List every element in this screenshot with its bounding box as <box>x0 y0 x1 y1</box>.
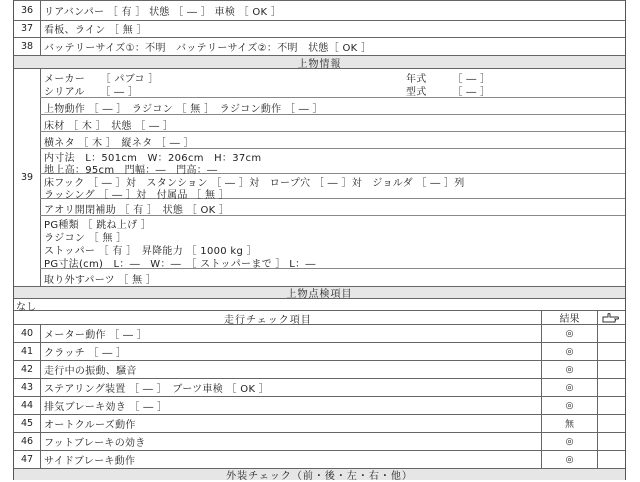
inspection-sheet <box>13 0 626 480</box>
check-cell <box>596 433 625 450</box>
check-cell <box>596 451 625 468</box>
check-cell <box>596 415 625 432</box>
maker-block <box>40 69 625 98</box>
row-text: ステアリング装置 ［ ― ］ ブーツ車検 ［ OK ］ <box>44 384 270 395</box>
result-cell: 無 <box>541 415 598 432</box>
check-cell <box>596 397 625 414</box>
table-row <box>14 38 625 56</box>
row-text: 排気ブレーキ効き ［ ― ］ <box>44 402 168 413</box>
model-field: 型式 ［ ― ］ <box>406 87 491 98</box>
table-row <box>14 0 625 21</box>
aori-row <box>40 199 625 216</box>
row-number: 40 <box>14 325 41 342</box>
row-number: 42 <box>14 361 41 378</box>
upper-info-block <box>14 69 625 287</box>
driving-check-title: 走行チェック項目 <box>224 315 312 326</box>
row-text: メーター動作 ［ ― ］ <box>44 330 148 341</box>
inspection-note-row <box>14 299 625 311</box>
table-row <box>14 379 625 397</box>
pg-radio-text: ラジコン ［ 無 ］ <box>44 233 127 244</box>
row-number: 46 <box>14 433 41 450</box>
check-cell <box>596 343 625 360</box>
aori-text: アオリ開閉補助 ［ 有 ］ 状態 ［ OK ］ <box>44 205 230 216</box>
hook-row <box>40 174 625 199</box>
table-row <box>14 397 625 415</box>
row-number: 37 <box>14 20 41 37</box>
stopper-text: ストッパー ［ 有 ］ 昇降能力 ［ 1000 kg ］ <box>44 246 257 257</box>
beam-text: 横ネタ ［ 木 ］ 縦ネタ ［ ― ］ <box>44 138 194 149</box>
inner-size-text: 内寸法 L：501cm W：206cm H：37cm <box>44 153 262 164</box>
maker-field: メーカー ［ パブコ ］ <box>44 74 159 85</box>
section-header: 外装チェック（前・後・左・右・他） <box>14 469 625 480</box>
driving-check-header <box>14 311 625 325</box>
section-header: 上物情報 <box>14 56 625 69</box>
result-cell: ◎ <box>541 379 598 396</box>
row-number: 44 <box>14 397 41 414</box>
result-cell: ◎ <box>541 343 598 360</box>
row-number: 43 <box>14 379 41 396</box>
lashing-text: ラッシング ［ ― ］対 付属品 ［ 無 ］ <box>44 190 230 201</box>
check-cell <box>596 361 625 378</box>
section-header: 上物点検項目 <box>14 287 625 299</box>
powergate-block <box>40 216 625 269</box>
row-text: クラッチ ［ ― ］ <box>44 348 127 359</box>
table-row <box>14 343 625 361</box>
result-cell: ◎ <box>541 433 598 450</box>
row-number: 39 <box>14 69 41 286</box>
table-row <box>14 415 625 433</box>
row-text: 看板、ライン ［ 無 ］ <box>44 25 147 36</box>
operation-text: 上物動作 ［ ― ］ ラジコン ［ 無 ］ ラジコン動作 ［ ― ］ <box>44 104 323 115</box>
table-row <box>14 433 625 451</box>
table-row <box>14 325 625 343</box>
row-number: 36 <box>14 1 41 20</box>
beam-row <box>40 132 625 149</box>
inspection-note: なし <box>16 302 37 313</box>
dimension-row <box>40 149 625 174</box>
floor-row <box>40 115 625 132</box>
row-text: 走行中の振動、騒音 <box>44 366 137 377</box>
pg-type-text: PG種類 ［ 跳ね上げ ］ <box>44 220 152 231</box>
pg-size-text: PG寸法(cm) L：― W：― ［ ストッパーまで ］ L：― <box>44 259 316 270</box>
floor-text: 床材 ［ 木 ］ 状態 ［ ― ］ <box>44 121 174 132</box>
row-text: フットブレーキの効き <box>44 438 146 449</box>
result-header: 結果 <box>541 311 598 324</box>
table-row <box>14 20 625 38</box>
row-text: バッテリーサイズ①：不明 バッテリーサイズ②：不明 状態［ OK ］ <box>44 43 372 54</box>
row-number: 38 <box>14 38 41 55</box>
row-number: 47 <box>14 451 41 468</box>
check-cell <box>596 325 625 342</box>
row-text: オートクルーズ動作 <box>44 420 136 431</box>
row-text: リアバンパー ［ 有 ］ 状態 ［ ― ］ 車検 ［ OK ］ <box>44 7 282 18</box>
hand-pointing-icon <box>596 311 625 324</box>
row-text: サイドブレーキ動作 <box>44 456 136 467</box>
year-field: 年式 ［ ― ］ <box>406 74 491 85</box>
ground-height-text: 地上高：95cm 門幅：― 門高：― <box>44 165 218 176</box>
hook-text: 床フック ［ ― ］対 スタンション ［ ― ］対 ロープ穴 ［ ― ］対 ジョルダ ［ ― ］列 <box>44 178 465 189</box>
row-number: 45 <box>14 415 41 432</box>
row-number: 41 <box>14 343 41 360</box>
result-cell: ◎ <box>541 361 598 378</box>
result-cell: ◎ <box>541 397 598 414</box>
removable-row <box>40 269 625 285</box>
result-cell: ◎ <box>541 325 598 342</box>
operation-row <box>40 98 625 115</box>
result-cell: ◎ <box>541 451 598 468</box>
removable-text: 取り外すパーツ ［ 無 ］ <box>44 275 157 286</box>
check-cell <box>596 379 625 396</box>
table-row <box>14 361 625 379</box>
serial-field: シリアル ［ ― ］ <box>44 87 139 98</box>
